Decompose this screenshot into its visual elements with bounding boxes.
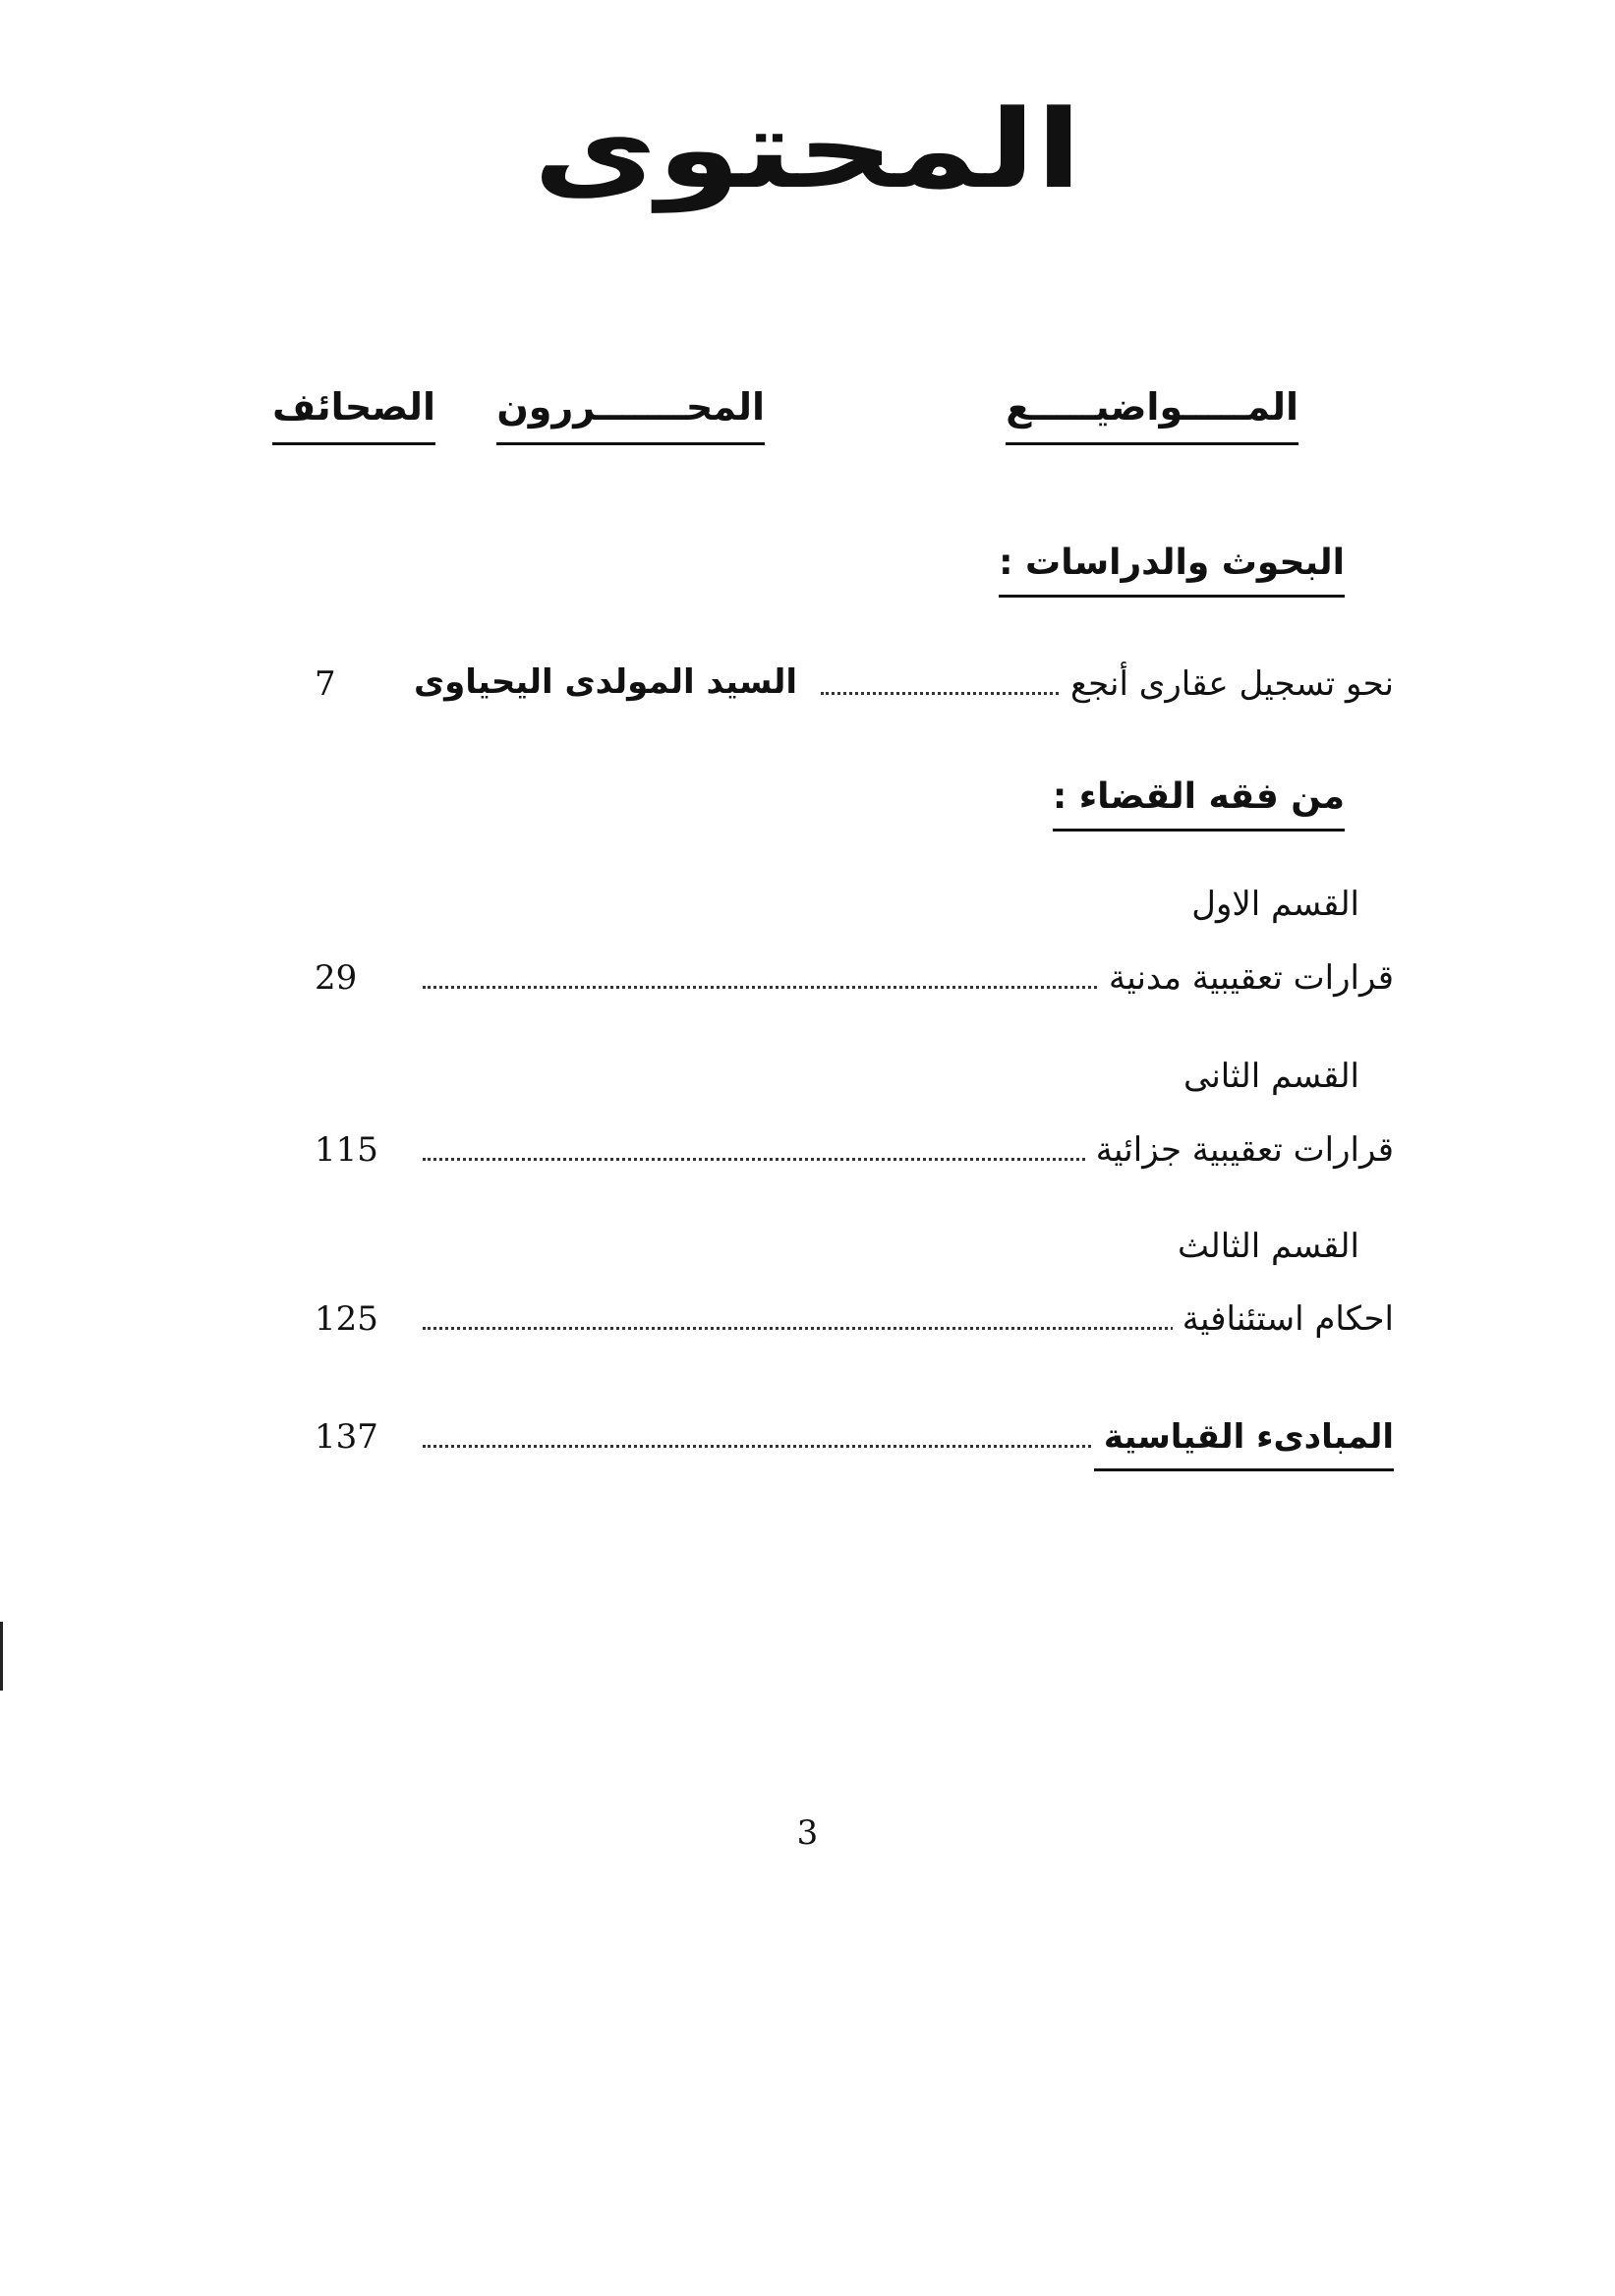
toc-entry-title: نحو تسجيل عقارى أنجع — [1061, 664, 1394, 704]
part-label-2: القسم الثانى — [1183, 1057, 1359, 1096]
toc-entry-title: المبادىء القياسية — [1094, 1417, 1394, 1471]
scan-edge-mark — [0, 1622, 3, 1691]
page-title: المحتوى — [533, 86, 1082, 212]
toc-entry-page: 115 — [315, 1130, 378, 1170]
column-header-topics: المـــــواضيـــــع — [1006, 385, 1298, 445]
section-heading-research: البحوث والدراسات : — [999, 543, 1345, 598]
toc-entry-title: قرارات تعقيبية مدنية — [1099, 958, 1394, 998]
part-label-1: القسم الاول — [1191, 885, 1359, 924]
page-number: 3 — [796, 1813, 819, 1853]
toc-entry-page: 7 — [315, 664, 336, 704]
toc-entry-title: قرارات تعقيبية جزائية — [1086, 1130, 1394, 1170]
column-header-editors: المحـــــــررون — [496, 385, 765, 445]
column-header-pages: الصحائف — [272, 385, 435, 445]
toc-entry-page: 29 — [315, 958, 358, 998]
part-label-3: القسم الثالث — [1178, 1227, 1359, 1266]
toc-entry-title: احكام استئنافية — [1173, 1299, 1394, 1339]
toc-entry-page: 137 — [315, 1417, 378, 1457]
section-heading-jurisprudence: من فقه القضاء : — [1053, 776, 1345, 832]
toc-entry-author: السيد المولدى اليحياوى — [402, 662, 809, 702]
toc-entry-page: 125 — [315, 1299, 378, 1339]
